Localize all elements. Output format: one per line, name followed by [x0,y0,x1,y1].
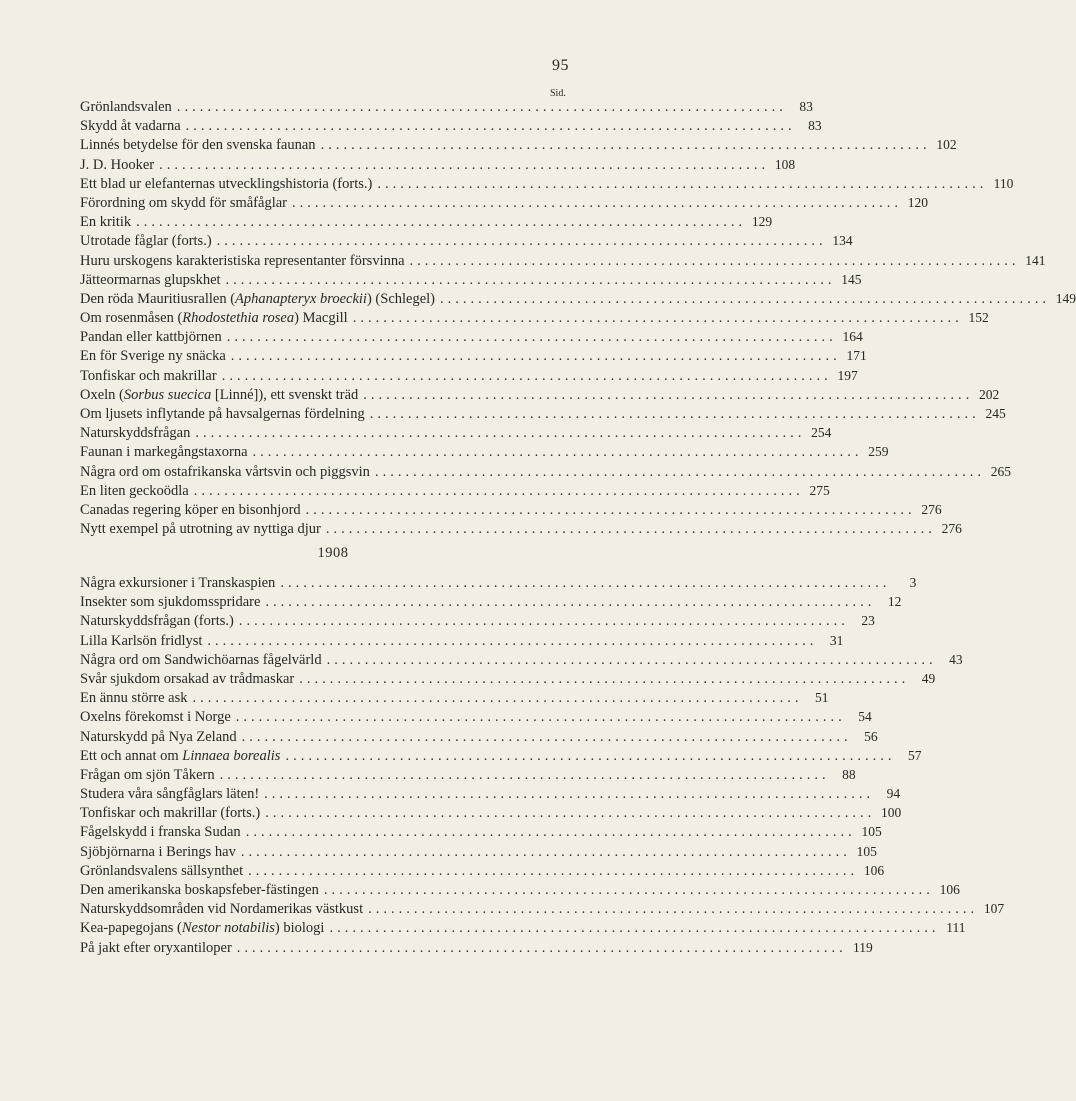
toc-entry-title: Naturskydd på Nya Zeland [80,728,237,745]
toc-entry-title: Oxelns förekomst i Norge [80,709,231,726]
toc-entry-title: Förordning om skydd för småfåglar [80,194,287,211]
toc-entry [80,765,856,784]
toc-entry-title: Om rosenmåsen (Rhodostethia rosea) Macgill [80,310,348,327]
dot-leader: ................................................................................ [195,425,806,442]
toc-entry [80,366,858,385]
toc-entry-page: 134 [832,233,853,249]
dot-leader: ................................................................................ [240,843,851,860]
toc-entry-title: Jätteormarnas glupskhet [80,271,221,288]
toc-entry-page: 106 [863,862,885,878]
toc-entry-italic-name: Aphanapteryx broeckii [235,290,367,307]
toc-entry [80,423,832,442]
toc-entry-page: 171 [846,348,867,364]
toc-entry-title: Grönlandsvalens sällsynthet [80,862,244,879]
toc-entry-title: Frågan om sjön Tåkern [80,766,215,783]
dot-leader: ................................................................................ [219,766,830,783]
toc-entry [80,155,796,174]
toc-entry-page: 94 [886,786,901,802]
toc-entry-title: Kea-papegojans (Nestor notabilis) biologi [80,920,325,937]
toc-entry-title: Huru urskogens karakteristiska representanter försvinna [80,252,405,269]
toc-entry [80,251,1046,270]
toc-entry-title: Lilla Karlsön fridlyst [80,632,203,649]
dot-leader: ................................................................................ [235,709,846,726]
toc-entry-title: Canadas regering köper en bisonhjord [80,501,301,518]
toc-entry-page: 152 [968,310,989,326]
toc-entry-page: 57 [907,747,922,763]
toc-entry [80,842,877,861]
dot-leader: ................................................................................ [285,747,896,764]
toc-entry-page: 56 [864,728,878,744]
dot-leader: ................................................................................ [363,386,974,403]
toc-entry-title: Grönlandsvalen [80,99,172,115]
toc-entry-page: 197 [837,367,858,383]
toc-entry [80,746,922,765]
toc-entry [80,899,1005,918]
dot-leader: ................................................................................ [216,233,827,250]
dot-leader: ................................................................................ [440,290,1051,307]
toc-entry-title: Faunan i markegångstaxorna [80,444,248,461]
toc-entry [80,631,844,650]
toc-entry [80,861,885,880]
toc-entry-title: Studera våra sångfåglars läten! [80,786,260,803]
toc-entry-page: 276 [921,501,942,517]
dot-leader: ................................................................................ [185,118,796,135]
toc-entry-page: 259 [868,444,889,460]
dot-leader: ................................................................................ [225,271,836,288]
dot-leader: ................................................................................ [280,575,891,591]
toc-entry-page: 275 [809,482,830,498]
toc-entry-page: 145 [841,271,862,287]
dot-leader: ................................................................................ [374,463,985,480]
toc-entry [80,688,829,707]
toc-entry-italic-name: Rhodostethia rosea [182,310,295,327]
toc-entry [80,592,902,611]
toc-entry-title: Den amerikanska boskapsfeber-fästingen [80,882,319,898]
toc-entry-title: Några ord om ostafrikanska vårtsvin och piggsvin [80,463,370,480]
toc-list-1907 [80,97,1076,538]
toc-entry-page: 164 [842,329,863,345]
dot-leader: ................................................................................ [136,214,747,231]
toc-entry [80,327,863,346]
toc-entry-title: Tonfiskar och makrillar (forts.) [80,805,261,822]
toc-entry-title: En för Sverige ny snäcka [80,348,226,365]
toc-entry [80,193,928,212]
toc-entry-page: 100 [880,805,902,821]
toc-entry-title: Några ord om Sandwichöarnas fågelvärld [80,651,322,668]
toc-entry-page: 12 [887,594,902,610]
toc-entry-title: Svår sjukdom orsakad av trådmaskar [80,670,295,687]
toc-entry-page: 3 [909,575,917,590]
toc-entry-title: Naturskyddsfrågan (forts.) [80,613,234,630]
toc-entry [80,289,1076,308]
dot-leader: ................................................................................ [377,175,988,192]
toc-entry [80,404,1006,423]
dot-leader: ................................................................................ [241,728,852,745]
toc-entry-italic-name: Linnaea borealis [182,747,281,764]
toc-entry [80,231,853,250]
page-number: 95 [552,57,569,74]
toc-entry [80,174,1014,193]
dot-leader: ................................................................................ [252,444,863,461]
dot-leader: ................................................................................ [192,690,803,707]
toc-entry-title: Insekter som sjukdomsspridare [80,594,261,611]
toc-entry-page: 265 [990,463,1011,479]
toc-entry [80,938,873,957]
toc-entry-page: 54 [858,709,872,725]
toc-entry-title: Tonfiskar och makrillar [80,367,217,384]
toc-entry [80,727,878,746]
toc-entry-title: Fågelskydd i franska Sudan [80,824,241,841]
dot-leader: ................................................................................ [193,482,804,499]
dot-leader: ................................................................................ [299,670,910,687]
dot-leader: ................................................................................ [265,594,876,611]
toc-entry-title: Sjöbjörnarna i Berings hav [80,843,236,860]
toc-entry-page: 108 [774,156,796,172]
toc-entry-title: Pandan eller kattbjörnen [80,329,222,346]
toc-entry-page: 141 [1025,252,1046,268]
toc-entry [80,116,822,135]
toc-entry-page: 83 [808,118,822,134]
year-heading: 1908 [317,545,349,561]
toc-entry [80,97,813,116]
toc-entry [80,918,966,937]
dot-leader: ................................................................................ [369,406,980,422]
dot-leader: ................................................................................ [305,501,916,518]
toc-entry-page: 106 [939,882,960,897]
toc-entry [80,212,773,231]
toc-entry-title: Ett blad ur elefanternas utvecklingshistoria (forts.) [80,175,373,192]
toc-entry-page: 245 [985,406,1006,421]
toc-entry-page: 107 [983,901,1005,917]
toc-entry-page: 129 [751,214,773,230]
toc-list-1908 [80,573,1005,957]
toc-entry-page: 102 [936,137,957,153]
dot-leader: ................................................................................ [245,824,856,841]
dot-leader: ................................................................................ [409,252,1020,269]
toc-entry-title: Den röda Mauritiusrallen (Aphanapteryx broeckii) (Schlegel) [80,290,436,307]
toc-entry-title: Naturskyddsområden vid Nordamerikas västkust [80,901,364,918]
dot-leader: ................................................................................ [320,137,931,154]
toc-entry [80,346,867,365]
dot-leader: ................................................................................ [325,521,936,538]
page-column-label: Sid. [550,88,566,99]
dot-leader: ................................................................................ [264,786,875,803]
toc-entry-page: 111 [946,920,966,936]
toc-entry-title: Utrotade fåglar (forts.) [80,233,212,250]
toc-entry [80,669,936,688]
toc-entry-title: Oxeln (Sorbus suecica [Linné]), ett svenskt träd [80,386,359,403]
dot-leader: ................................................................................ [326,651,937,668]
toc-entry-title: På jakt efter oryxantiloper [80,939,232,956]
dot-leader: ................................................................................ [176,99,787,115]
toc-entry [80,880,960,899]
dot-leader: ................................................................................ [238,613,849,630]
toc-entry-page: 23 [861,613,875,629]
toc-entry-page: 105 [856,843,877,859]
dot-leader: ................................................................................ [226,329,837,346]
toc-entry-page: 43 [949,651,963,667]
dot-leader: ................................................................................ [352,310,963,327]
toc-entry [80,707,872,726]
toc-entry-page: 119 [853,939,873,955]
toc-entry-page: 254 [811,425,832,441]
toc-entry-title: En kritik [80,214,132,231]
toc-entry-title: Naturskyddsfrågan [80,425,191,442]
toc-entry-page: 110 [993,175,1014,191]
dot-leader: ................................................................................ [292,194,902,211]
toc-entry-title: J. D. Hooker [80,156,155,173]
toc-entry [80,442,889,461]
dot-leader: ................................................................................ [230,348,841,365]
toc-entry-title: Linnés betydelse för den svenska faunan [80,137,316,154]
dot-leader: ................................................................................ [323,882,934,898]
toc-entry-page: 31 [829,632,844,648]
dot-leader: ................................................................................ [265,805,876,822]
toc-entry-page: 202 [979,386,1000,402]
toc-entry-italic-name: Nestor notabilis [181,920,275,937]
toc-entry-title: Ett och annat om Linnaea borealis [80,747,281,764]
toc-entry [80,519,962,538]
toc-entry [80,822,882,841]
toc-entry-italic-name: Sorbus suecica [123,386,212,403]
toc-entry [80,385,1000,404]
toc-entry-page: 276 [941,521,962,537]
toc-entry-page: 105 [861,824,882,840]
toc-entry [80,270,862,289]
dot-leader: ................................................................................ [207,632,818,649]
toc-entry [80,481,830,500]
toc-entry-page: 49 [921,670,936,686]
toc-entry [80,500,942,519]
toc-entry [80,308,989,327]
toc-entry-page: 149 [1055,290,1076,306]
toc-entry [80,650,963,669]
dot-leader: ................................................................................ [221,367,832,384]
toc-entry-page: 88 [842,766,856,782]
toc-entry-page: 120 [907,194,928,210]
toc-entry [80,462,1011,481]
toc-entry [80,611,875,630]
toc-entry-title: Skydd åt vadarna [80,118,181,135]
toc-entry [80,135,957,154]
toc-entry-title: En ännu större ask [80,690,188,707]
toc-entry [80,573,917,592]
toc-entry-title: Nytt exempel på utrotning av nyttiga djur [80,521,321,538]
toc-entry-title: En liten geckoödla [80,482,189,499]
toc-entry-title: Om ljusets inflytande på havsalgernas fördelning [80,406,365,422]
toc-entry [80,803,902,822]
toc-entry-title: Några exkursioner i Transkaspien [80,575,276,591]
dot-leader: ................................................................................ [368,901,979,918]
toc-entry-page: 83 [799,99,813,114]
toc-entry [80,784,901,803]
dot-leader: ................................................................................ [329,920,940,937]
dot-leader: ................................................................................ [236,939,847,956]
dot-leader: ................................................................................ [248,862,859,879]
dot-leader: ................................................................................ [159,156,770,173]
toc-entry-page: 51 [815,690,829,706]
